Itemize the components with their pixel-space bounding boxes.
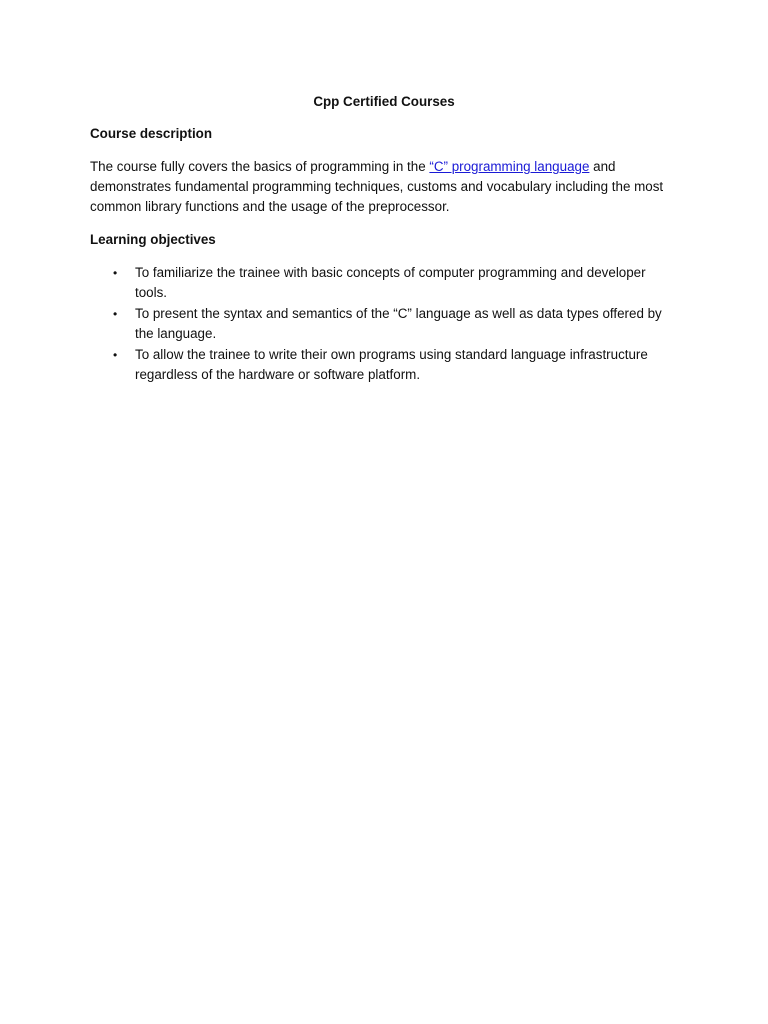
course-description-paragraph — [90, 157, 678, 217]
list-item — [90, 304, 678, 344]
course-description-text-end: and demonstrates fundamental programming techniques, customs and vocabulary including the most common library functions and the usage of the preprocessor. — [90, 159, 664, 214]
page-title: Cpp Certified Courses — [313, 94, 455, 109]
document-body — [90, 92, 678, 386]
bullet-icon: • — [113, 307, 118, 321]
c-language-link[interactable]: “C” programming language — [429, 159, 590, 174]
bullet-icon: • — [113, 348, 118, 362]
list-item — [90, 263, 678, 303]
objective-text: To familiarize the trainee with basic concepts of computer programming and developer tools. — [135, 265, 646, 300]
learning-objectives-list — [90, 263, 678, 385]
learning-objectives-heading: Learning objectives — [90, 232, 216, 247]
objective-text: To present the syntax and semantics of the “C” language as well as data types offered by the language. — [135, 306, 662, 341]
objective-text: To allow the trainee to write their own programs using standard language infrastructure regardless of the hardware or software platform. — [135, 347, 648, 382]
course-description-heading: Course description — [90, 126, 213, 141]
course-description-text-start: The course fully covers the basics of programming in the — [90, 159, 430, 174]
bullet-icon: • — [113, 266, 118, 280]
list-item — [90, 345, 678, 385]
